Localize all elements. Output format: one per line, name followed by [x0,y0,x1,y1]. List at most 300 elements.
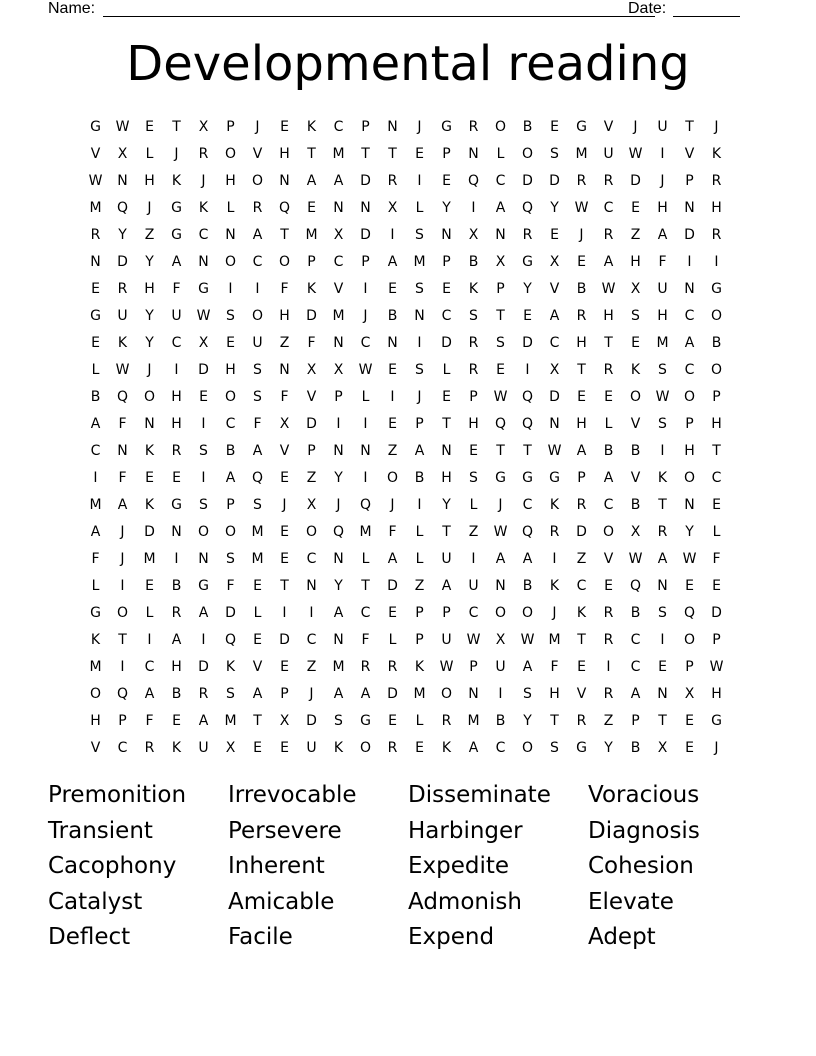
grid-cell[interactable]: R [468,361,479,378]
grid-cell[interactable]: B [630,496,641,513]
grid-cell[interactable]: A [252,442,263,459]
grid-cell[interactable]: S [253,388,262,405]
grid-cell[interactable]: B [414,469,425,486]
grid-cell[interactable]: Y [442,496,451,513]
grid-cell[interactable]: H [171,658,182,675]
grid-cell[interactable]: S [658,361,667,378]
grid-cell[interactable]: I [417,172,422,189]
grid-cell[interactable]: I [660,631,665,648]
grid-cell[interactable]: I [660,442,665,459]
grid-cell[interactable]: N [279,172,290,189]
grid-cell[interactable]: W [493,388,508,405]
grid-cell[interactable]: E [388,361,397,378]
grid-cell[interactable]: C [630,658,641,675]
grid-cell[interactable]: G [198,280,209,297]
grid-cell[interactable]: L [712,523,721,540]
grid-cell[interactable]: P [415,631,424,648]
grid-cell[interactable]: X [279,415,290,432]
grid-cell[interactable]: A [333,172,344,189]
grid-cell[interactable]: L [91,361,100,378]
grid-cell[interactable]: E [145,118,154,135]
grid-cell[interactable]: C [360,334,371,351]
grid-cell[interactable]: U [603,145,614,162]
grid-cell[interactable]: I [201,415,206,432]
grid-cell[interactable]: H [171,388,182,405]
grid-cell[interactable]: K [306,280,317,297]
grid-cell[interactable]: C [252,253,263,270]
grid-cell[interactable]: A [468,739,479,756]
grid-cell[interactable]: Q [521,199,534,216]
grid-cell[interactable]: R [603,226,614,243]
grid-cell[interactable]: C [360,604,371,621]
grid-cell[interactable]: X [117,145,128,162]
grid-cell[interactable]: E [145,469,154,486]
grid-cell[interactable]: K [144,442,155,459]
grid-cell[interactable]: O [224,388,237,405]
grid-cell[interactable]: Y [523,712,532,729]
grid-cell[interactable]: N [333,550,344,567]
grid-cell[interactable]: C [684,361,695,378]
grid-cell[interactable]: E [172,712,181,729]
grid-cell[interactable]: B [171,577,182,594]
grid-cell[interactable]: N [468,145,479,162]
grid-cell[interactable]: G [198,577,209,594]
grid-cell[interactable]: H [657,199,668,216]
grid-cell[interactable]: W [196,307,211,324]
grid-cell[interactable]: T [172,118,181,135]
grid-cell[interactable]: X [306,496,317,513]
grid-cell[interactable]: L [91,577,100,594]
grid-cell[interactable]: E [253,631,262,648]
grid-cell[interactable]: I [471,550,476,567]
grid-cell[interactable]: D [684,226,695,243]
date-field[interactable] [673,0,740,17]
grid-cell[interactable]: P [685,658,694,675]
grid-cell[interactable]: T [550,712,559,729]
grid-cell[interactable]: Z [576,550,587,567]
grid-cell[interactable]: W [439,658,454,675]
grid-cell[interactable]: I [390,226,395,243]
grid-cell[interactable]: T [442,415,451,432]
grid-cell[interactable]: Q [359,496,372,513]
grid-cell[interactable]: E [496,361,505,378]
grid-cell[interactable]: F [280,388,289,405]
grid-cell[interactable]: T [523,442,532,459]
grid-cell[interactable]: O [683,388,696,405]
grid-cell[interactable]: I [552,550,557,567]
grid-cell[interactable]: E [712,577,721,594]
grid-cell[interactable]: H [711,199,722,216]
grid-cell[interactable]: U [657,280,668,297]
grid-cell[interactable]: R [468,334,479,351]
grid-cell[interactable]: R [576,712,587,729]
grid-cell[interactable]: J [255,118,260,135]
grid-cell[interactable]: D [360,226,371,243]
grid-cell[interactable]: K [144,496,155,513]
grid-cell[interactable]: R [252,199,263,216]
grid-cell[interactable]: B [576,280,587,297]
grid-cell[interactable]: F [118,469,127,486]
grid-cell[interactable]: T [658,496,667,513]
grid-cell[interactable]: I [390,388,395,405]
grid-cell[interactable]: H [279,307,290,324]
grid-cell[interactable]: Y [118,226,127,243]
grid-cell[interactable]: J [579,226,584,243]
grid-cell[interactable]: N [657,685,668,702]
grid-cell[interactable]: X [684,685,695,702]
grid-cell[interactable]: C [549,334,560,351]
grid-cell[interactable]: K [468,280,479,297]
grid-cell[interactable]: T [280,577,289,594]
grid-cell[interactable]: G [90,307,101,324]
grid-cell[interactable]: E [577,253,586,270]
grid-cell[interactable]: M [332,145,345,162]
grid-cell[interactable]: T [361,145,370,162]
grid-cell[interactable]: P [442,253,451,270]
grid-cell[interactable]: A [495,199,506,216]
grid-cell[interactable]: Z [306,658,317,675]
grid-cell[interactable]: A [414,442,425,459]
grid-cell[interactable]: P [469,388,478,405]
grid-cell[interactable]: A [198,712,209,729]
grid-cell[interactable]: Q [629,577,642,594]
grid-cell[interactable]: N [360,442,371,459]
grid-cell[interactable]: G [711,712,722,729]
grid-cell[interactable]: Y [334,577,343,594]
grid-cell[interactable]: D [306,415,317,432]
grid-cell[interactable]: J [714,118,719,135]
grid-cell[interactable]: B [225,442,236,459]
grid-cell[interactable]: I [228,280,233,297]
grid-cell[interactable]: D [630,172,641,189]
grid-cell[interactable]: H [441,469,452,486]
grid-cell[interactable]: R [360,658,371,675]
grid-cell[interactable]: V [252,145,263,162]
grid-cell[interactable]: I [282,604,287,621]
grid-cell[interactable]: N [684,496,695,513]
grid-cell[interactable]: F [361,631,370,648]
grid-cell[interactable]: N [549,415,560,432]
grid-cell[interactable]: V [90,145,101,162]
grid-cell[interactable]: Q [251,469,264,486]
grid-cell[interactable]: Y [550,199,559,216]
grid-cell[interactable]: S [523,685,532,702]
grid-cell[interactable]: F [172,280,181,297]
grid-cell[interactable]: E [280,469,289,486]
grid-cell[interactable]: O [278,253,291,270]
grid-cell[interactable]: F [145,712,154,729]
grid-cell[interactable]: A [657,226,668,243]
grid-cell[interactable]: V [630,469,641,486]
grid-cell[interactable]: L [415,199,424,216]
grid-cell[interactable]: A [522,550,533,567]
grid-cell[interactable]: D [198,361,209,378]
grid-cell[interactable]: P [280,685,289,702]
grid-cell[interactable]: J [282,496,287,513]
grid-cell[interactable]: I [363,280,368,297]
grid-cell[interactable]: E [145,577,154,594]
grid-cell[interactable]: R [576,496,587,513]
grid-cell[interactable]: Z [468,523,479,540]
grid-cell[interactable]: D [387,577,398,594]
grid-cell[interactable]: K [333,739,344,756]
grid-cell[interactable]: S [334,712,343,729]
grid-cell[interactable]: O [521,145,534,162]
grid-cell[interactable]: A [90,523,101,540]
grid-cell[interactable]: T [307,145,316,162]
grid-cell[interactable]: O [116,604,129,621]
grid-cell[interactable]: O [224,523,237,540]
grid-cell[interactable]: A [441,577,452,594]
grid-cell[interactable]: K [198,199,209,216]
grid-cell[interactable]: L [442,361,451,378]
grid-cell[interactable]: K [549,577,560,594]
grid-cell[interactable]: N [171,523,182,540]
grid-cell[interactable]: T [118,631,127,648]
grid-cell[interactable]: N [657,577,668,594]
grid-cell[interactable]: R [387,739,398,756]
grid-cell[interactable]: T [658,712,667,729]
grid-cell[interactable]: B [171,685,182,702]
grid-cell[interactable]: L [496,145,505,162]
grid-cell[interactable]: H [279,145,290,162]
grid-cell[interactable]: K [441,739,452,756]
grid-cell[interactable]: E [307,199,316,216]
grid-cell[interactable]: F [280,280,289,297]
grid-cell[interactable]: N [279,361,290,378]
grid-cell[interactable]: V [603,118,614,135]
grid-cell[interactable]: D [225,604,236,621]
grid-cell[interactable]: P [226,118,235,135]
grid-cell[interactable]: U [657,118,668,135]
grid-cell[interactable]: Q [467,172,480,189]
grid-cell[interactable]: N [414,307,425,324]
grid-cell[interactable]: C [684,307,695,324]
grid-cell[interactable]: G [522,253,533,270]
grid-cell[interactable]: L [145,145,154,162]
grid-cell[interactable]: A [117,496,128,513]
grid-cell[interactable]: S [415,226,424,243]
grid-cell[interactable]: R [198,145,209,162]
grid-cell[interactable]: G [522,469,533,486]
grid-cell[interactable]: B [468,253,479,270]
grid-cell[interactable]: W [655,388,670,405]
grid-cell[interactable]: M [467,712,480,729]
grid-cell[interactable]: Z [630,226,641,243]
grid-cell[interactable]: Q [278,199,291,216]
grid-cell[interactable]: E [469,442,478,459]
grid-cell[interactable]: X [333,226,344,243]
grid-cell[interactable]: R [522,226,533,243]
grid-cell[interactable]: T [685,118,694,135]
grid-cell[interactable]: T [280,226,289,243]
grid-cell[interactable]: X [630,280,641,297]
grid-cell[interactable]: C [225,415,236,432]
grid-cell[interactable]: E [442,172,451,189]
grid-cell[interactable]: O [710,361,723,378]
name-field[interactable] [103,0,655,17]
grid-cell[interactable]: J [390,496,395,513]
grid-cell[interactable]: K [630,361,641,378]
grid-cell[interactable]: O [305,523,318,540]
grid-cell[interactable]: X [657,739,668,756]
grid-cell[interactable]: Y [685,523,694,540]
grid-cell[interactable]: D [279,631,290,648]
grid-cell[interactable]: P [631,712,640,729]
grid-cell[interactable]: T [604,334,613,351]
grid-cell[interactable]: F [118,415,127,432]
grid-cell[interactable]: U [306,739,317,756]
grid-cell[interactable]: R [711,226,722,243]
grid-cell[interactable]: I [93,469,98,486]
grid-cell[interactable]: C [333,118,344,135]
grid-cell[interactable]: K [549,496,560,513]
grid-cell[interactable]: W [709,658,724,675]
grid-cell[interactable]: F [91,550,100,567]
grid-cell[interactable]: T [442,523,451,540]
grid-cell[interactable]: O [683,631,696,648]
grid-cell[interactable]: E [172,469,181,486]
grid-cell[interactable]: I [606,658,611,675]
grid-cell[interactable]: V [306,388,317,405]
grid-cell[interactable]: M [251,523,264,540]
grid-cell[interactable]: G [576,739,587,756]
grid-cell[interactable]: Y [145,307,154,324]
grid-cell[interactable]: P [415,415,424,432]
grid-cell[interactable]: X [549,361,560,378]
grid-cell[interactable]: S [199,442,208,459]
grid-cell[interactable]: N [117,442,128,459]
grid-cell[interactable]: Z [144,226,155,243]
grid-cell[interactable]: Q [116,685,129,702]
grid-cell[interactable]: C [495,739,506,756]
grid-cell[interactable]: R [171,604,182,621]
grid-cell[interactable]: X [630,523,641,540]
grid-cell[interactable]: C [468,604,479,621]
grid-cell[interactable]: E [442,388,451,405]
grid-cell[interactable]: O [710,307,723,324]
grid-cell[interactable]: O [494,604,507,621]
grid-cell[interactable]: N [684,280,695,297]
grid-cell[interactable]: M [359,523,372,540]
grid-cell[interactable]: M [548,631,561,648]
grid-cell[interactable]: X [468,226,479,243]
grid-cell[interactable]: M [575,145,588,162]
grid-cell[interactable]: V [576,685,587,702]
grid-cell[interactable]: B [630,739,641,756]
grid-cell[interactable]: U [171,307,182,324]
grid-cell[interactable]: N [333,442,344,459]
grid-cell[interactable]: S [415,280,424,297]
grid-cell[interactable]: K [117,334,128,351]
grid-cell[interactable]: L [469,496,478,513]
grid-cell[interactable]: A [333,685,344,702]
grid-cell[interactable]: U [441,631,452,648]
grid-cell[interactable]: A [387,253,398,270]
grid-cell[interactable]: K [657,469,668,486]
grid-cell[interactable]: P [415,604,424,621]
grid-cell[interactable]: P [442,145,451,162]
grid-cell[interactable]: F [307,334,316,351]
grid-cell[interactable]: E [280,739,289,756]
grid-cell[interactable]: W [466,631,481,648]
grid-cell[interactable]: M [305,226,318,243]
grid-cell[interactable]: D [549,388,560,405]
grid-cell[interactable]: I [255,280,260,297]
grid-cell[interactable]: C [711,469,722,486]
grid-cell[interactable]: E [712,496,721,513]
grid-cell[interactable]: J [147,199,152,216]
grid-cell[interactable]: E [577,388,586,405]
grid-cell[interactable]: P [226,496,235,513]
grid-cell[interactable]: D [522,172,533,189]
grid-cell[interactable]: S [199,496,208,513]
grid-cell[interactable]: I [687,253,692,270]
grid-cell[interactable]: B [90,388,101,405]
grid-cell[interactable]: P [334,388,343,405]
grid-cell[interactable]: I [201,469,206,486]
grid-cell[interactable]: L [361,388,370,405]
grid-cell[interactable]: V [630,415,641,432]
grid-cell[interactable]: J [309,685,314,702]
grid-cell[interactable]: T [253,712,262,729]
grid-cell[interactable]: X [306,361,317,378]
grid-cell[interactable]: K [576,604,587,621]
grid-cell[interactable]: A [522,658,533,675]
grid-cell[interactable]: O [494,118,507,135]
grid-cell[interactable]: A [576,442,587,459]
grid-cell[interactable]: H [225,361,236,378]
grid-cell[interactable]: R [387,172,398,189]
grid-cell[interactable]: N [333,334,344,351]
grid-cell[interactable]: X [333,361,344,378]
grid-cell[interactable]: D [522,334,533,351]
grid-cell[interactable]: D [117,253,128,270]
grid-cell[interactable]: P [577,469,586,486]
grid-cell[interactable]: I [120,577,125,594]
grid-cell[interactable]: E [253,577,262,594]
grid-cell[interactable]: D [306,712,317,729]
grid-cell[interactable]: A [657,550,668,567]
grid-cell[interactable]: R [603,685,614,702]
grid-cell[interactable]: Q [116,388,129,405]
grid-cell[interactable]: E [415,145,424,162]
grid-cell[interactable]: I [201,631,206,648]
grid-cell[interactable]: O [359,739,372,756]
grid-cell[interactable]: M [89,199,102,216]
grid-cell[interactable]: C [603,496,614,513]
grid-cell[interactable]: V [684,145,695,162]
grid-cell[interactable]: W [628,550,643,567]
grid-cell[interactable]: E [253,739,262,756]
grid-cell[interactable]: G [549,469,560,486]
grid-cell[interactable]: O [602,523,615,540]
grid-cell[interactable]: X [549,253,560,270]
grid-cell[interactable]: N [387,334,398,351]
grid-cell[interactable]: H [144,280,155,297]
grid-cell[interactable]: F [712,550,721,567]
grid-cell[interactable]: C [306,631,317,648]
grid-cell[interactable]: T [577,631,586,648]
grid-cell[interactable]: A [603,253,614,270]
grid-cell[interactable]: M [251,550,264,567]
grid-cell[interactable]: A [144,685,155,702]
grid-cell[interactable]: H [90,712,101,729]
grid-cell[interactable]: X [198,334,209,351]
grid-cell[interactable]: E [280,550,289,567]
grid-cell[interactable]: C [144,658,155,675]
grid-cell[interactable]: N [90,253,101,270]
